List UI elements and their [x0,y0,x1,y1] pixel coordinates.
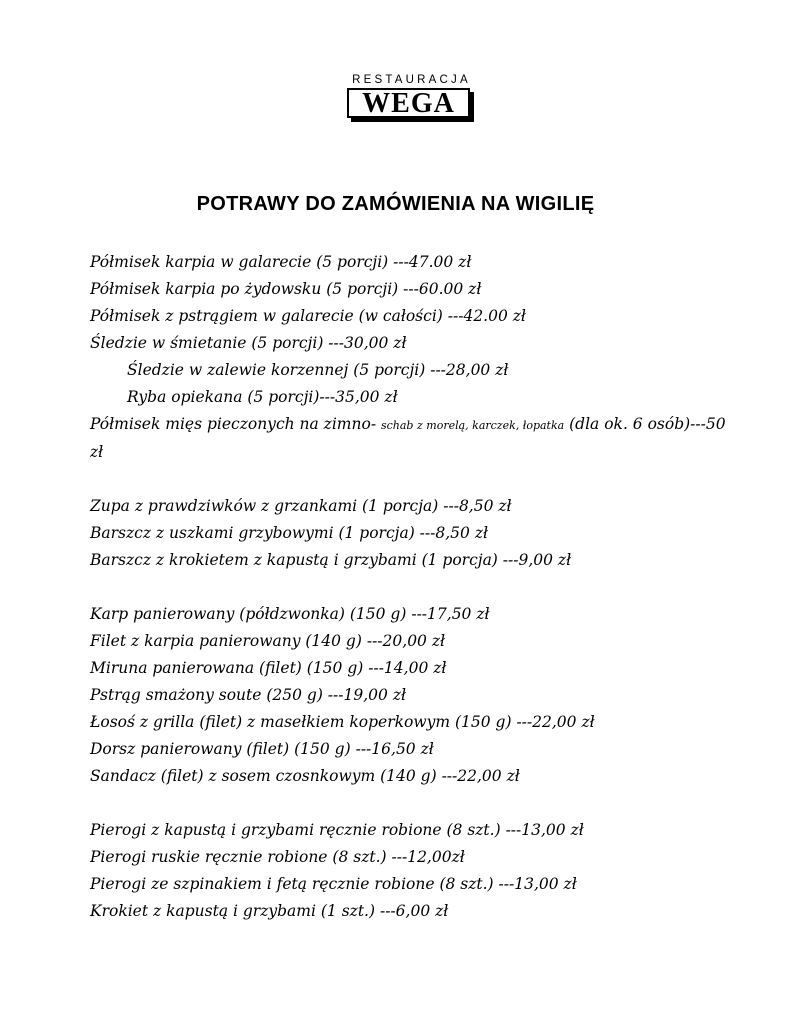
logo-top-text: RESTAURACJA [352,74,471,86]
menu-item: Krokiet z kapustą i grzybami (1 szt.) ---6,00 zł [90,902,449,920]
menu-item: Pierogi z kapustą i grzybami ręcznie robione (8 szt.) ---13,00 zł [90,821,584,839]
menu-item: Barszcz z uszkami grzybowymi (1 porcja) ---8,50 zł [90,524,489,542]
menu-item: Śledzie w śmietanie (5 porcji) ---30,00 zł [90,334,407,352]
menu-item: Półmisek karpia po żydowsku (5 porcji) ---60.00 zł [90,280,482,298]
menu-item: Śledzie w zalewie korzennej (5 porcji) ---28,00 zł [127,361,509,379]
menu-list [90,249,730,925]
menu-item: Filet z karpia panierowany (140 g) ---20,00 zł [90,632,446,650]
menu-item: Półmisek karpia w galarecie (5 porcji) ---47.00 zł [90,253,472,271]
restaurant-logo [343,74,478,126]
menu-section-soups [90,493,730,574]
menu-item: Zupa z prawdziwków z grzankami (1 porcja) ---8,50 zł [90,497,512,515]
menu-item: Barszcz z krokietem z kapustą i grzybami (1 porcja) ---9,00 zł [90,551,572,569]
menu-item: Sandacz (filet) z sosem czosnkowym (140 g) ---22,00 zł [90,767,520,785]
menu-item-main: Półmisek mięs pieczonych na zimno- [90,415,381,433]
menu-item: Ryba opiekana (5 porcji)---35,00 zł [127,388,398,406]
menu-section-dumplings [90,817,730,925]
menu-item: Półmisek z pstrągiem w galarecie (w całości) ---42.00 zł [90,307,526,325]
menu-item: Dorsz panierowany (filet) (150 g) ---16,50 zł [90,740,434,758]
menu-item-detail: schab z morelą, karczek, łopatka [380,419,565,432]
menu-section-cold-dishes [90,249,730,466]
menu-item: Pierogi ruskie ręcznie robione (8 szt.) ---12,00zł [90,848,465,866]
menu-item: Miruna panierowana (filet) (150 g) ---14,00 zł [90,659,447,677]
page-title: POTRAWY DO ZAMÓWIENIA NA WIGILIĘ [196,193,595,215]
menu-item: Pstrąg smażony soute (250 g) ---19,00 zł [90,686,407,704]
menu-item: Łosoś z grilla (filet) z masełkiem koperkowym (150 g) ---22,00 zł [90,713,595,731]
menu-item: Karp panierowany (półdzwonka) (150 g) ---17,50 zł [90,605,490,623]
menu-section-fish [90,601,730,790]
logo-name: WEGA [347,88,470,118]
menu-item: Pierogi ze szpinakiem i fetą ręcznie robione (8 szt.) ---13,00 zł [90,875,577,893]
menu-item-cold-meats [90,411,730,466]
menu-item-rest: (dla ok. 6 osób)---50 zł [90,415,726,461]
